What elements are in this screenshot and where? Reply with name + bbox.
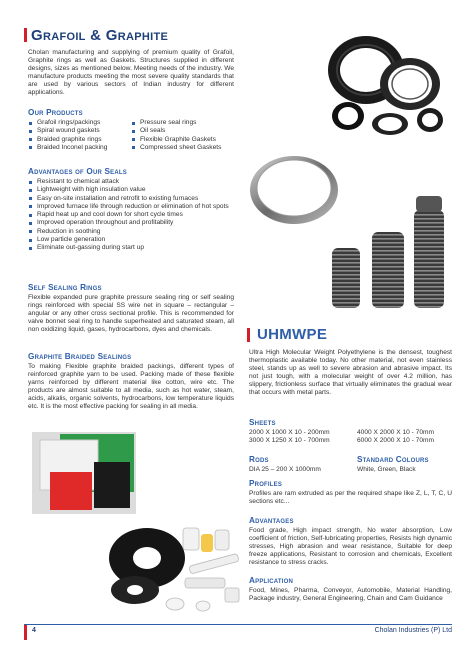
sheets-heading: Sheets: [249, 418, 276, 427]
sheets-right: [357, 429, 457, 445]
uhmwpe-advantages-text: Food grade, High impact strength, No water absorption, Low coefficient of friction, Self-lubricating properties, Resists high dynamic stresses, High abrasion and wear resistance, Suitable for deep freeze applications, Resistant to corrosion and chemicals, Excellent resistance to stress cracks.: [249, 527, 452, 567]
list-item: Pressure seal rings: [131, 119, 241, 127]
footer-accent-bar: [24, 624, 27, 640]
grafoil-intro: Cholan manufacturing and supplying of premium quality of Grafoil, Graphite rings as well as Gaskets. Structures supplied in different designs, sizes as mentioned below. Meeting needs of the industry. We manufacture products meeting the most severe quality standards that are used by various sectors of Indian industry for different applications.: [28, 49, 234, 97]
page-number: 4: [32, 627, 36, 634]
list-item: Spiral wound gaskets: [28, 127, 138, 135]
advantages-list: [28, 178, 233, 253]
application-heading: Application: [249, 576, 294, 585]
rods-text: DIA 25 – 200 X 1000mm: [249, 466, 321, 473]
colours-heading: Standard Colours: [357, 455, 429, 464]
list-item: Low particle generation: [28, 236, 233, 244]
products-heading: Our Products: [28, 108, 83, 117]
gaskets-illustration: [318, 28, 446, 138]
uhmwpe-advantages-heading: Advantages: [249, 516, 294, 525]
machined-parts-illustration: [105, 508, 245, 616]
self-sealing-heading: Self Sealing Rings: [28, 283, 102, 292]
uhmwpe-sheets-photo: [32, 432, 136, 514]
products-list-right: [131, 119, 241, 152]
list-item: Easy on-site installation and retrofit to existing furnaces: [28, 195, 233, 203]
list-item: Braided graphite rings: [28, 136, 138, 144]
uhmwpe-title: UHMWPE: [257, 326, 328, 343]
machined-parts-photo: [105, 508, 245, 616]
sheet-size: 4000 X 2000 X 10 - 70mm: [357, 429, 434, 436]
footer-divider: [24, 624, 452, 625]
sheets-left: [249, 429, 359, 445]
braided-packing-illustration: [328, 190, 448, 320]
application-text: Food, Mines, Pharma, Conveyor, Automobile, Material Handling, Package industry, General Engineering, Chain and Cam Guidance: [249, 587, 452, 603]
profiles-text: Profiles are ram extruded as per the required shape like Z, L, T, C, U sections etc...: [249, 490, 452, 506]
uhmwpe-intro: Ultra High Molecular Weight Polyethylene is the densest, toughest thermoplastic available today. No other material, not even stainless steel, stands up as well to severe abrasion and abrasive impact. Its not just tough, with a molecular weight of over 4.2 million, has slippery, frictionless surface that virtually eliminates the gradual wear that occurs with metal parts.: [249, 349, 452, 397]
products-list-left: [28, 119, 138, 152]
list-item: Improved furnace life through reduction or elimination of hot spots: [28, 203, 233, 211]
list-item: Compressed sheet Gaskets: [131, 144, 241, 152]
braided-heading: Graphite Braided Sealings: [28, 352, 132, 361]
colours-text: White, Green, Black: [357, 466, 416, 473]
footer-company: Cholan Industries (P) Ltd: [374, 627, 452, 634]
rods-heading: Rods: [249, 455, 269, 464]
grafoil-title: Grafoil & Graphite: [31, 27, 169, 44]
list-item: Braided Inconel packing: [28, 144, 138, 152]
uhmwpe-sheets-illustration: [32, 432, 136, 514]
advantages-heading: Advantages of Our Seals: [28, 167, 127, 176]
list-item: Grafoil rings/packings: [28, 119, 138, 127]
list-item: Resistant to chemical attack: [28, 178, 233, 186]
sheet-size: 2000 X 1000 X 10 - 200mm: [249, 429, 330, 436]
uhmwpe-accent-bar: [247, 328, 250, 342]
gaskets-photo: [318, 28, 446, 138]
self-sealing-text: Flexible expanded pure graphite pressure sealing ring or self sealing rings reinforced with special SS wire net in square – rectangular – angular or any other cross sectional profile. This is recommended for valve bonnet seal ring to handle superheated and saturated steam, all non oxidizing liquid, gases, hydrocarbons, dyes and chemicals.: [28, 294, 234, 334]
sheet-size: 6000 X 2000 X 10 - 70mm: [357, 437, 434, 445]
list-item: Improved operation throughout and profitability: [28, 219, 233, 227]
list-item: Flexible Graphite Gaskets: [131, 136, 241, 144]
braided-text: To making Flexible graphite braided packings, different types of reinforced graphite yarn to be used. Packing made of these flexible yarns reinforced by different material like cotton, wire etc. The products are almost suitable to all media, such as hot water, steam, acids, alkalis, organic solvents, hydrocarbons, low temperature liquids etc. It is the most effective packing for sealing in all media.: [28, 363, 234, 411]
list-item: Rapid heat up and cool down for short cycle times: [28, 211, 233, 219]
list-item: Reduction in soothing: [28, 228, 233, 236]
list-item: Eliminate out-gassing during start up: [28, 244, 233, 252]
sheet-size: 3000 X 1250 X 10 - 700mm: [249, 437, 330, 445]
title-accent-bar: [24, 28, 27, 42]
list-item: Oil seals: [131, 127, 241, 135]
list-item: Lightweight with high insulation value: [28, 186, 233, 194]
profiles-heading: Profiles: [249, 479, 283, 488]
braided-packing-photo: [328, 190, 448, 320]
